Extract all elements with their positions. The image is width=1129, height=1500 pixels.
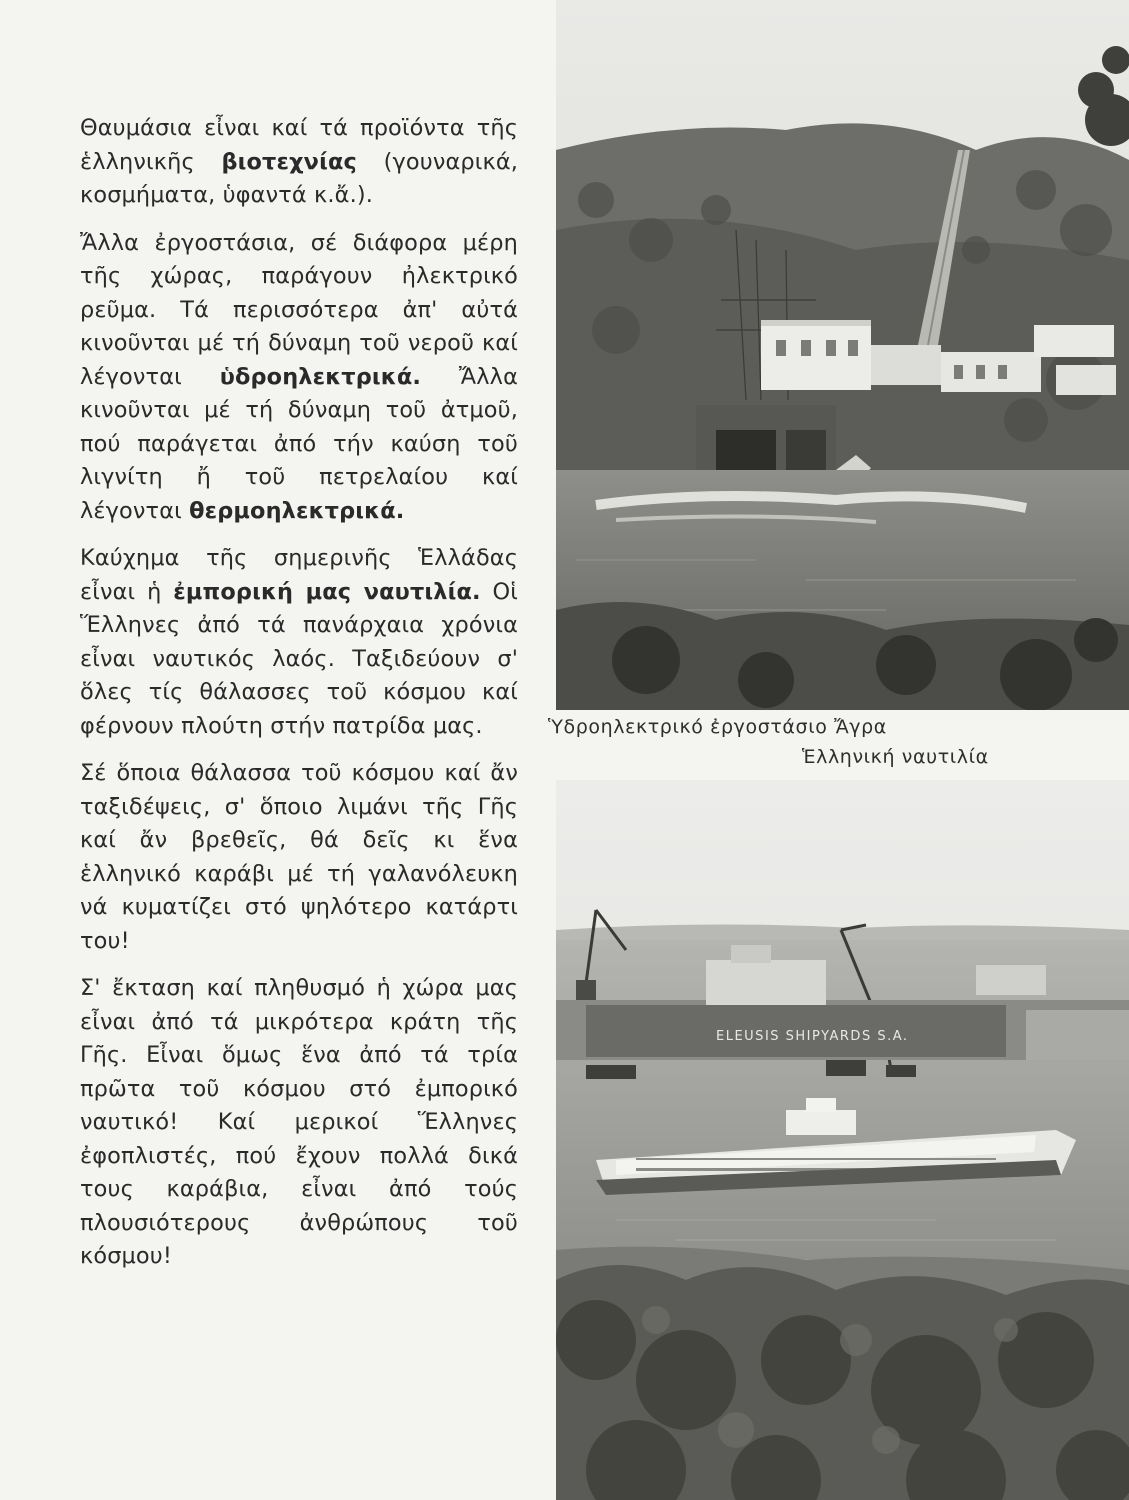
paragraph-shipping	[80, 542, 518, 743]
hydroelectric-plant-photo	[556, 0, 1129, 710]
paragraph-greek-ships	[80, 757, 518, 958]
shipyard-photo	[556, 780, 1129, 1500]
article-text	[80, 112, 518, 1288]
text-segment: Ἄλλα ἐργοστάσια, σέ διάφορα μέρη τῆς χώρας, παράγουν ἠλεκτρικό ρεῦμα. Τά περισσότερα ἀπ' αὐτά κινοῦνται μέ τή δύναμη τοῦ νεροῦ καί λέγονται	[80, 229, 518, 390]
term-crafts: βιοτεχνίας	[221, 148, 357, 175]
paragraph-small-country	[80, 972, 518, 1274]
term-thermoelectric: θερμοηλεκτρικά.	[189, 497, 405, 524]
caption-hydroelectric: Ὑδροηλεκτρικό ἐργοστάσιο Ἄγρα	[548, 716, 887, 738]
term-merchant-shipping: ἐμπορική μας ναυτιλία.	[173, 578, 481, 605]
term-hydroelectric: ὑδροηλεκτρικά.	[219, 363, 422, 390]
text-segment: Σ' ἔκταση καί πληθυσμό ἡ χώρα μας εἶναι ἀπό τά μικρότερα κράτη τῆς Γῆς. Εἶναι ὅμως ἕνα ἀπό τά τρία πρῶτα τοῦ κόσμου στό ἐμπορικό ναυτικό! Καί μερικοί Ἕλληνες ἐφοπλιστές, πού ἔχουν πολλά δικά τους καράβια, εἶναι ἀπό τούς πλουσιότερους ἀνθρώπους τοῦ κόσμου!	[80, 975, 518, 1269]
text-segment: Σέ ὅποια θάλασσα τοῦ κόσμου καί ἄν ταξιδέψεις, σ' ὅποιο λιμάνι τῆς Γῆς καί ἄν βρεθεῖς, θά δεῖς κι ἕνα ἑλληνικό καράβι μέ τή γαλανόλευκη νά κυματίζει στό ψηλότερο κατάρτι του!	[80, 760, 518, 954]
shipyard-image	[556, 780, 1129, 1500]
shipyard-sign: ELEUSIS SHIPYARDS S.A.	[716, 1029, 909, 1044]
hydroelectric-plant-image	[556, 0, 1129, 710]
text-segment: Οἱ Ἕλληνες ἀπό τά πανάρχαια χρόνια εἶναι ναυτικός λαός. Ταξιδεύουν σ' ὅλες τίς θάλασσες τοῦ κόσμου καί φέρνουν πλούτη στήν πατρίδα μας.	[80, 578, 518, 739]
text-segment: Θαυμάσια εἶναι καί τά προϊόντα τῆς ἑλληνικῆς	[80, 115, 518, 175]
text-segment: (γουναρικά, κοσμήματα, ὑφαντά κ.ἄ.).	[80, 148, 518, 208]
paragraph-crafts	[80, 112, 518, 213]
paragraph-power-plants	[80, 227, 518, 529]
text-segment: Ἄλλα κινοῦνται μέ τή δύναμη τοῦ ἀτμοῦ, πού παράγεται ἀπό τήν καύση τοῦ λιγνίτη ἤ τοῦ πετρελαίου καί λέγονται	[80, 363, 518, 524]
text-segment: Καύχημα τῆς σημερινῆς Ἑλλάδας εἶναι ἡ	[80, 545, 518, 605]
caption-shipping: Ἑλληνική ναυτιλία	[802, 746, 989, 768]
